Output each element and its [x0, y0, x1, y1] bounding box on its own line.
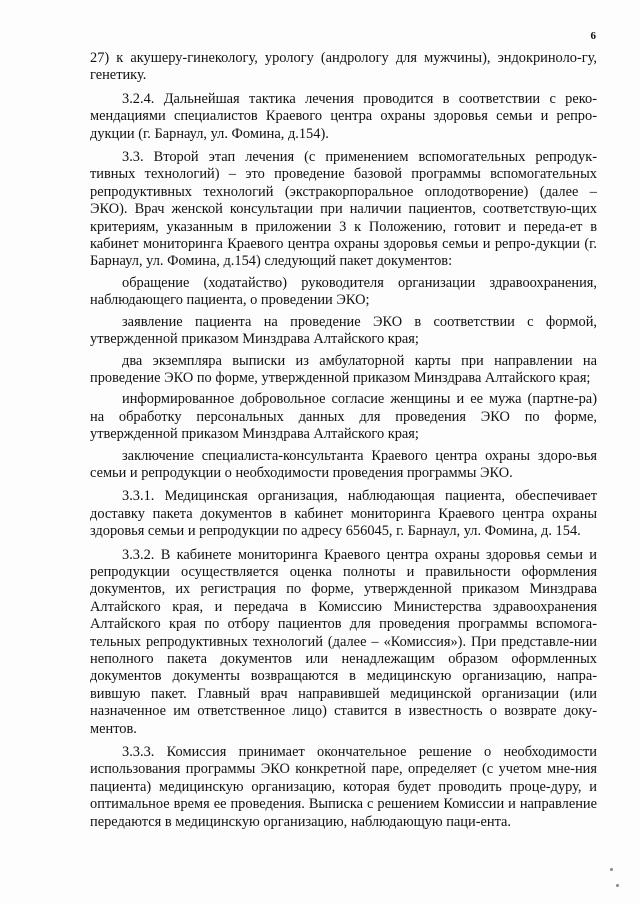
paragraph-3-2-4: 3.2.4. Дальнейшая тактика лечения проводится в соответствии с реко-мендациями специалистов Краевого центра охраны здоровья семьи и репро-дукции (г. Барнаул, ул. Фомина, д.154).	[90, 90, 597, 142]
list-item-consent: информированное добровольное согласие женщины и ее мужа (партне-ра) на обработку персональных данных для проведения ЭКО по форме, утвержденной приказом Минздрава Алтайского края;	[90, 391, 597, 443]
list-item-application: заявление пациента на проведение ЭКО в соответствии с формой, утвержденной приказом Минздрава Алтайского края;	[90, 313, 597, 348]
list-item-extract: два экземпляра выписки из амбулаторной карты при направлении на проведение ЭКО по форме, утвержденной приказом Минздрава Алтайского края;	[90, 352, 597, 386]
paragraph-3-3-1: 3.3.1. Медицинская организация, наблюдающая пациента, обеспечивает доставку пакета документов в кабинет мониторинга Краевого центра охраны здоровья семьи и репродукции по адресу 656045, г. Барнаул, ул. Фомина, д. 154.	[90, 488, 597, 540]
document-body	[90, 50, 597, 837]
paragraph-3-3-2: 3.3.2. В кабинете мониторинга Краевого центра охраны здоровья семьи и репродукции осуществляется оценка полноты и правильности оформления документов, их регистрация по форме, утвержденной приказом Минздрава Алтайского края, и передача в Комиссию Министерства здравоохранения Алтайского края по отбору пациентов для проведения программы вспомога-тельных репродуктивных технологий (далее – «Комиссия»). При представле-нии неполного пакета документов или ненадлежащим образом оформленных документов документы возвращаются в медицинскую организацию, напра-вившую пакет. Главный врач направившей медицинской организации (или назначенное им ответственное лицо) ставится в известность о возврате доку-ментов.	[90, 546, 597, 737]
paragraph-3-3: 3.3. Второй этап лечения (с применением вспомогательных репродук-тивных технологий) – это проведение базовой программы вспомогательных репродуктивных технологий (экстракорпоральное оплодотворение) (далее – ЭКО). Врач женской консультации при наличии пациентов, соответствую-щих критериям, указанным в приложении 3 к Положению, готовит и переда-ет в кабинет мониторинга Краевого центра охраны здоровья семьи и репро-дукции (г. Барнаул, ул. Фомина, д.154) следующий пакет документов:	[90, 149, 597, 270]
list-item-petition: обращение (ходатайство) руководителя организации здравоохранения, наблюдающего пациента, о проведении ЭКО;	[90, 274, 597, 309]
list-item-conclusion: заключение специалиста-консультанта Краевого центра охраны здоро-вья семьи и репродукции о необходимости проведения программы ЭКО.	[90, 447, 597, 481]
paragraph-continuation: 27) к акушеру-гинекологу, урологу (андрологу для мужчины), эндокриноло-гу, генетику.	[90, 50, 597, 84]
scan-speck	[610, 868, 613, 871]
page-number: 6	[590, 30, 596, 42]
scan-speck	[616, 884, 619, 887]
paragraph-3-3-3: 3.3.3. Комиссия принимает окончательное решение о необходимости использования программы ЭКО конкретной паре, определяет (с учетом мне-ния пациента) медицинскую организацию, которая будет проводить проце-дуру, и оптимальное время ее проведения. Выписка с решением Комиссии и направление передаются в медицинскую организацию, наблюдающую паци-ента.	[90, 744, 597, 830]
